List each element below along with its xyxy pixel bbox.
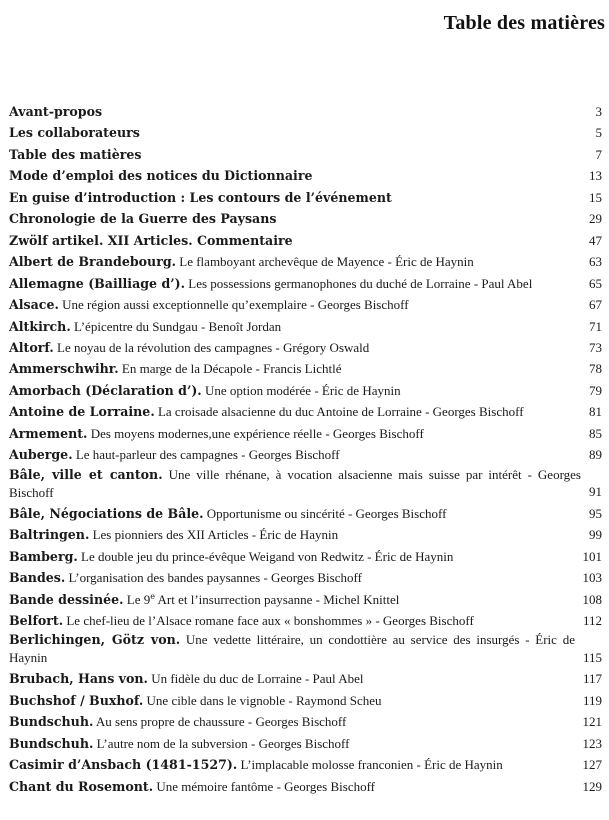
toc-entry-text	[9, 251, 589, 272]
toc-entry[interactable]	[9, 754, 602, 775]
toc-entry[interactable]	[9, 610, 602, 631]
toc-entry-text	[9, 589, 583, 610]
toc-entry-heading: Brubach, Hans von.	[9, 671, 148, 687]
toc-entry[interactable]	[9, 401, 602, 422]
toc-page-number: 67	[589, 297, 602, 313]
toc-entry-description-continued: Art et l’insurrection paysanne - Michel Knittel	[154, 591, 400, 607]
toc-entry[interactable]	[9, 187, 602, 208]
toc-entry-heading: Auberge.	[9, 447, 73, 463]
toc-page-number: 65	[589, 275, 602, 291]
toc-page-number: 129	[582, 778, 602, 794]
toc-entry-text	[9, 754, 583, 775]
toc-page-number: 91	[589, 484, 602, 500]
toc-entry-description: Un fidèle du duc de Lorraine - Paul Abel	[147, 671, 364, 687]
toc-entry[interactable]	[9, 165, 602, 186]
toc-entry-heading: Altorf.	[9, 339, 54, 355]
toc-entry-description: Les possessions germanophones du duché de Lorraine - Paul Abel	[185, 275, 533, 291]
toc-entry-text	[9, 230, 589, 251]
toc-entry-heading: Amorbach (Déclaration d’).	[9, 382, 202, 398]
toc-entry-heading: Berlichingen, Götz von.	[9, 632, 181, 648]
toc-entry-text	[9, 187, 589, 208]
toc-entry-text	[9, 101, 596, 122]
toc-entry-heading: Zwölf artikel. XII Articles. Commentaire	[9, 232, 293, 248]
toc-entry-heading: En guise d’introduction : Les contours de l’événement	[9, 189, 392, 205]
toc-entry[interactable]	[9, 122, 602, 143]
toc-entry[interactable]	[9, 208, 602, 229]
toc-entry[interactable]	[9, 711, 602, 732]
toc-entry-description: L’épicentre du Sundgau - Benoît Jordan	[70, 318, 282, 334]
toc-entry-text	[9, 401, 589, 422]
toc-entry-text	[9, 273, 589, 294]
toc-entry-text	[9, 423, 589, 444]
toc-entry-heading: Bâle, Négociations de Bâle.	[9, 505, 204, 521]
toc-entry-text	[9, 610, 583, 631]
toc-entry[interactable]	[9, 144, 602, 165]
toc-entry[interactable]	[9, 337, 602, 358]
toc-page-number: 112	[582, 612, 602, 628]
toc-page-number: 81	[589, 404, 602, 420]
toc-page-number: 5	[595, 125, 602, 141]
toc-entry-description: L’autre nom de la subversion - Georges Bischoff	[93, 735, 350, 751]
toc-entry-heading: Chronologie de la Guerre des Paysans	[9, 211, 277, 227]
toc-entry-heading: Chant du Rosemont.	[9, 778, 154, 794]
toc-page-number: 99	[589, 527, 602, 543]
toc-page-number: 15	[589, 189, 602, 205]
toc-page-number: 7	[595, 146, 602, 162]
toc-entry-heading: Baltringen.	[9, 527, 90, 543]
toc-entry-description: Les pionniers des XII Articles - Éric de Haynin	[89, 527, 339, 543]
toc-entry[interactable]	[9, 358, 602, 379]
toc-entry-heading: Bundschuh.	[9, 714, 94, 730]
toc-entry-text	[9, 503, 589, 524]
toc-entry-text	[9, 444, 589, 465]
toc-entry-description: Opportunisme ou sincérité - Georges Bischoff	[203, 505, 447, 521]
toc-entry-description: L’organisation des bandes paysannes - Georges Bischoff	[65, 570, 362, 586]
toc-entry-heading: Les collaborateurs	[9, 125, 140, 141]
toc-page-number: 79	[589, 382, 602, 398]
toc-entry-heading: Bundschuh.	[9, 735, 94, 751]
toc-entry-description: Une région aussi exceptionnelle qu’exemplaire - Georges Bischoff	[58, 297, 409, 313]
table-of-contents	[9, 101, 602, 797]
toc-entry-description: Le flamboyant archevêque de Mayence - Éric de Haynin	[176, 254, 474, 270]
toc-entry-text	[9, 524, 589, 545]
toc-entry-text	[9, 567, 583, 588]
toc-entry[interactable]	[9, 631, 602, 668]
page-title: Table des matières	[443, 12, 605, 34]
toc-entry-heading: Bâle, ville et canton.	[9, 466, 163, 482]
toc-entry[interactable]	[9, 776, 602, 797]
toc-entry-text	[9, 690, 583, 711]
toc-entry-heading: Avant-propos	[9, 104, 103, 119]
toc-entry[interactable]	[9, 546, 602, 567]
toc-page-number: 78	[589, 361, 602, 377]
toc-entry-description: Le chef-lieu de l’Alsace romane face aux « bonshommes » - Georges Bischoff	[63, 612, 474, 628]
toc-entry[interactable]	[9, 423, 602, 444]
toc-entry-heading: Buchshof / Buxhof.	[9, 692, 144, 708]
toc-entry[interactable]	[9, 294, 602, 315]
toc-entry-text	[9, 546, 583, 567]
toc-entry-description: L’implacable molosse franconien - Éric de Haynin	[237, 757, 503, 773]
toc-page-number: 115	[582, 649, 602, 665]
toc-entry[interactable]	[9, 273, 602, 294]
toc-entry-text	[9, 122, 596, 143]
toc-entry-description: Au sens propre de chaussure - Georges Bischoff	[93, 714, 347, 730]
toc-page-number: 73	[589, 339, 602, 355]
toc-page-number: 47	[589, 232, 602, 248]
toc-entry-description: Une vedette littéraire, un condottière au service des insurgés - Éric de Haynin	[9, 632, 575, 666]
toc-page-number: 71	[589, 318, 602, 334]
toc-entry-text	[9, 380, 589, 401]
toc-entry[interactable]	[9, 444, 602, 465]
toc-entry-description: Une cible dans le vignoble - Raymond Scheu	[143, 692, 382, 708]
toc-entry-heading: Bandes.	[9, 570, 66, 586]
toc-entry[interactable]	[9, 567, 602, 588]
toc-entry-heading: Bamberg.	[9, 548, 78, 564]
toc-entry[interactable]	[9, 733, 602, 754]
toc-entry-heading: Albert de Brandebourg.	[9, 254, 177, 270]
toc-page-number: 127	[582, 757, 602, 773]
toc-entry-heading: Antoine de Lorraine.	[9, 404, 155, 420]
toc-entry-description: Le noyau de la révolution des campagnes - Grégory Oswald	[53, 339, 370, 355]
toc-page-number: 117	[582, 671, 602, 687]
toc-entry-heading: Table des matières	[9, 146, 142, 162]
toc-entry-text	[9, 711, 583, 732]
toc-page-number: 95	[589, 505, 602, 521]
toc-entry-text	[9, 733, 583, 754]
toc-page-number: 121	[582, 714, 602, 730]
toc-entry-description: En marge de la Décapole - Francis Lichtlé	[118, 361, 342, 377]
toc-entry-description: Le double jeu du prince-évêque Weigand von Redwitz - Éric de Haynin	[77, 548, 454, 564]
toc-entry-text	[9, 208, 589, 229]
toc-entry-superscript: e	[150, 591, 155, 601]
toc-entry[interactable]	[9, 690, 602, 711]
toc-entry-heading: Altkirch.	[9, 318, 71, 334]
toc-entry-text	[9, 337, 589, 358]
toc-page-number: 103	[582, 570, 602, 586]
toc-page-number: 85	[589, 425, 602, 441]
toc-entry-heading: Armement.	[9, 425, 88, 441]
toc-entry[interactable]	[9, 101, 602, 122]
toc-entry-description: Une mémoire fantôme - Georges Bischoff	[153, 778, 376, 794]
toc-entry-description: Le 9	[123, 591, 151, 607]
toc-page-number: 119	[582, 692, 602, 708]
toc-entry-description: Une option modérée - Éric de Haynin	[201, 382, 401, 398]
toc-entry-text	[9, 668, 583, 689]
toc-entry[interactable]	[9, 230, 602, 251]
toc-entry[interactable]	[9, 251, 602, 272]
toc-entry-text	[9, 466, 589, 503]
toc-entry-heading: Bande dessinée.	[9, 591, 124, 607]
toc-page-number: 101	[582, 548, 602, 564]
toc-entry-text	[9, 631, 583, 668]
toc-entry-description: Une ville rhénane, à vocation alsacienne mais suisse par intérêt - Georges Bischoff	[9, 466, 581, 500]
toc-entry-text	[9, 165, 589, 186]
toc-entry-text	[9, 776, 583, 797]
toc-page-number: 108	[582, 591, 602, 607]
toc-entry-heading: Ammerschwihr.	[9, 361, 119, 377]
toc-page-number: 123	[582, 735, 602, 751]
toc-entry[interactable]	[9, 589, 602, 610]
toc-page-number: 3	[595, 104, 602, 119]
toc-entry[interactable]	[9, 668, 602, 689]
toc-page-number: 13	[589, 168, 602, 184]
toc-entry-heading: Allemagne (Bailliage d’).	[9, 275, 185, 291]
toc-entry-text	[9, 144, 596, 165]
toc-entry-heading: Mode d’emploi des notices du Dictionnaire	[9, 168, 313, 184]
toc-entry-description: Le haut-parleur des campagnes - Georges Bischoff	[72, 447, 340, 463]
toc-entry-description: Des moyens modernes,une expérience réelle - Georges Bischoff	[87, 425, 424, 441]
toc-entry[interactable]	[9, 466, 602, 503]
toc-entry-heading: Alsace.	[9, 297, 59, 313]
toc-entry[interactable]	[9, 380, 602, 401]
toc-page-number: 89	[589, 447, 602, 463]
toc-entry[interactable]	[9, 316, 602, 337]
toc-entry[interactable]	[9, 524, 602, 545]
toc-page-number: 63	[589, 254, 602, 270]
toc-entry-text	[9, 316, 589, 337]
toc-entry[interactable]	[9, 503, 602, 524]
toc-entry-text	[9, 294, 589, 315]
toc-entry-heading: Belfort.	[9, 612, 64, 628]
toc-entry-text	[9, 358, 589, 379]
toc-entry-description: La croisade alsacienne du duc Antoine de Lorraine - Georges Bischoff	[154, 404, 524, 420]
toc-entry-heading: Casimir d’Ansbach (1481-1527).	[9, 757, 238, 773]
toc-page-number: 29	[589, 211, 602, 227]
